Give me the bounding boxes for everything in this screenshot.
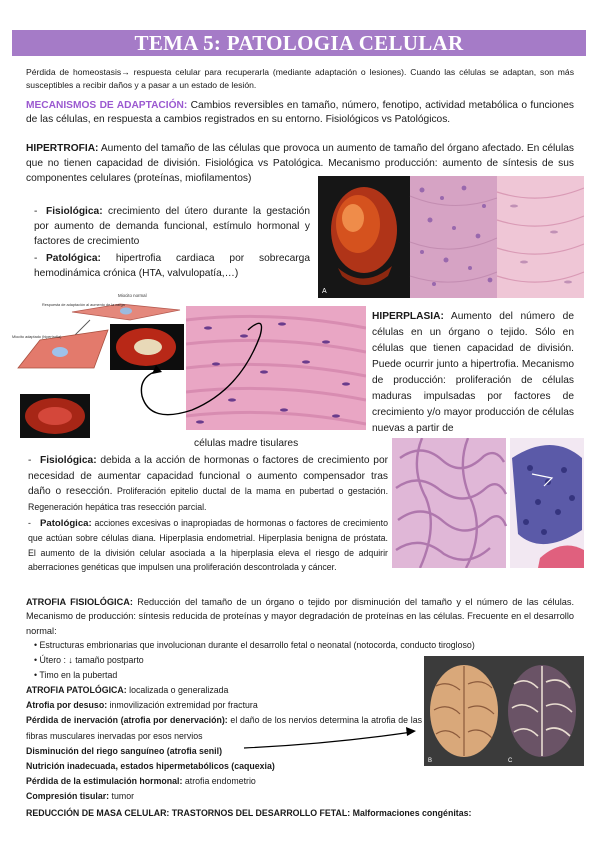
mecanismos-heading: MECANISMOS DE ADAPTACIÓN: [26,100,188,111]
reduccion-heading: REDUCCIÓN DE MASA CELULAR: TRASTORNOS DEL DESARROLLO FETAL: Malformaciones congénitas: [26,808,472,818]
atrofia-desuso-line: Atrofia por desuso: inmovilización extremidad por fractura [26,700,258,711]
uterus-histology-photo-strip [318,176,584,298]
hipertrofia-heading: HIPERTROFIA: [26,143,99,154]
atrofia-riego-line: Disminución del riego sanguíneo (atrofia senil) [26,745,223,756]
hiperplasia-paragraph [372,309,574,437]
page-title: TEMA 5: PATOLOGIA CELULAR [12,30,586,56]
hipertrofia-pato-item: - Patológica: hipertrofia cardiaca por sobrecarga hemodinámica crónica (HTA, valvulopatía,…) [34,253,310,279]
diagram-label-adapt: Respuesta de adaptación al aumento de la carga [42,303,125,307]
arrow-icon [240,724,420,754]
hiperplasia-fisio-label: Fisiológica: [40,455,97,466]
hipertrofia-text: Aumento del tamaño de las células que provoca un aumento de tamaño del órgano afectado. En células que no tienen capacidad de división. Fisiológica vs Patológica. Mecanismo producción: aumento de síntesis de sus componentes celulares (proteínas, miofilamentos) [26,143,574,184]
hipertrofia-fisio-label: Fisiológica: [46,206,103,217]
atrofia-bullet-item: • Timo en la pubertad [34,670,118,680]
intro-paragraph [26,66,574,93]
figure-letter-c: C [508,758,513,764]
hiperplasia-pato-item: - Patológica: acciones excesivas o inapropiadas de hormonas o factores de crecimiento que actúan sobre células diana. Hiperplasia endometrial. Hiperplasia benigna de próstata. El aumento de la división celular asociada a la hiperplasia eleva el riesgo de adquirir aberraciones genéticas que impulsen una proliferación descontrolada y cáncer. [28,518,388,573]
hiperplasia-continuation: células madre tisulares [194,438,299,449]
atrofia-compresion-line: Compresión tisular: tumor [26,791,135,802]
figure-letter-a: A [322,288,327,295]
curved-arrow-icon [120,310,270,430]
atrofia-bullet-item: • Estructuras embrionarias que involucionan durante el desarrollo fetal o neonatal (notocorda, conducto tirogloso) [34,640,475,650]
brain-atrophy-photo [424,656,584,766]
diagram-label-hyper: Miocito adaptado (hipertrofia) [12,335,62,339]
hipertrofia-fisio-text: crecimiento del útero durante la gestación por aumento de demanda funcional, estímulo hormonal y factores de crecimiento [34,206,310,247]
mecanismos-text: Cambios reversibles en tamaño, número, fenotipo, actividad metabólica o funciones de las células, en respuesta a cambios registrados en su entorno. Fisiológicos vs Patológicos. [26,100,575,126]
hiperplasia-pato-text: acciones excesivas o inapropiadas de hormonas o factores de crecimiento que actúan sobre células diana. Hiperplasia endometrial. Hiperplasia benigna de próstata. El aumento de la división celular asociada a la hiperplasia eleva el riesgo de adquirir aberraciones genéticas que impulsen una proliferación descontrolada y cáncer. [28,518,388,573]
hiperplasia-text: Aumento del número de células en un órgano o tejido. Sólo en células que tienen capacidad de división. Puede ocurrir junto a hipertrofia. Mecanismo de producción: proliferación de células maduras impulsadas por factores de crecimiento y/o mayor producción de células nuevas a partir de [372,311,574,434]
diagram-label-normal: Miocito normal [118,293,147,298]
hiperplasia-fisio-item: - Fisiológica: debida a la acción de hormonas o factores de crecimiento por necesidad de aumentar capacidad funcional o aumento compensador tras daño o resección. Proliferación epitelio ductal de la mama en pubertad o gestación. Regeneración hepática tras resección parcial. [28,455,389,512]
hipertrofia-pato-text: hipertrofia cardiaca por sobrecarga hemodinámica crónica (HTA, valvulopatía,…) [34,253,310,279]
hiperplasia-fisio-small: Proliferación epitelio ductal de la mama en pubertad o gestación. Regeneración hepática tras resección parcial. [28,486,389,512]
hipertrofia-pato-label: Patológica: [46,253,101,264]
atrofia-inervacion-line: Pérdida de inervación (atrofia por denervación): el daño de los nervios determina la atrofia de las fibras musculares inervadas por esos nervios [26,715,422,741]
atrofia-fisio-text: Reducción del tamaño de un órgano o tejido por disminución del tamaño y el número de las células. Mecanismo de producción: síntesis reducida de proteínas y mayor degradación de proteínas en las células. Frecuente en el desarrollo normal: [26,597,575,636]
hyperplasia-histology [392,438,584,568]
hiperplasia-pato-label: Patológica: [40,518,92,529]
atrofia-fisio-paragraph [26,595,574,638]
hipertrofia-fisio-item: - Fisiológica: crecimiento del útero durante la gestación por aumento de demanda funcional, estímulo hormonal y factores de crecimiento [34,206,310,247]
hiperplasia-fisio-text: debida a la acción de hormonas o factores de crecimiento por necesidad de aumentar capacidad funcional o aumento compensador tras daño o resección. [28,455,388,497]
intro-text: Pérdida de homeostasis→ respuesta celular para recuperarla (mediante adaptación o lesiones). Cuando las células se adaptan, son más susceptibles a recibir daños y a pasar a un estado de lesión. [26,67,574,91]
figure-letter-b: B [428,758,433,764]
atrofia-nutricion-line: Nutrición inadecuada, estados hipermetabólicos (caquexia) [26,761,275,772]
atrofia-bullet-item: • Útero : ↓ tamaño postparto [34,655,144,665]
atrofia-hormonal-line: Pérdida de la estimulación hormonal: atrofia endometrio [26,776,256,787]
atrofia-fisio-heading: ATROFIA FISIOLÓGICA: [26,597,133,607]
atrofia-pato-line: ATROFIA PATOLÓGICA: localizada o generalizada [26,685,229,695]
hiperplasia-heading: HIPERPLASIA: [372,311,444,322]
mecanismos-paragraph [26,99,574,127]
